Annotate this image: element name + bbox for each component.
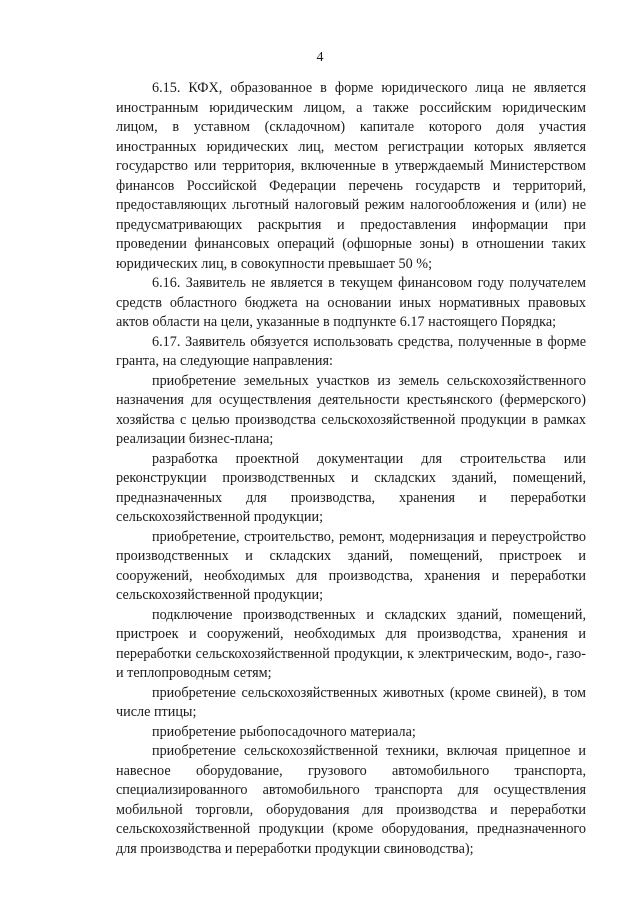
paragraph-6-15: 6.15. КФХ, образованное в форме юридического лица не является иностранным юридическим лицом, а также российским юридическим лицом, в уставном (складочном) капитале которого доля участия иностранных юридических лиц, местом регистрации которых является государство или территория, включенные в утверждаемый Министерством финансов Российской Федерации перечень государств и территорий, предоставляющих льготный налоговый режим налогообложения и (или) не предусматривающих раскрытия и предоставления информации при проведении финансовых операций (офшорные зоны) в отношении таких юридических лиц, в совокупности превышает 50 %; <box>116 80 586 272</box>
paragraph-6-16: 6.16. Заявитель не является в текущем финансовом году получателем средств областного бюджета на основании иных нормативных правовых актов области на цели, указанные в подпункте 6.17 настоящего Порядка; <box>116 275 586 330</box>
list-item-utility-connection: подключение производственных и складских зданий, помещений, пристроек и сооружений, необходимых для производства, хранения и переработки сельскохозяйственной продукции, к электрическим, водо-, газо- и теплопроводным сетям; <box>116 606 586 681</box>
list-item-land-acquisition: приобретение земельных участков из земель сельскохозяйственного назначения для осуществления деятельности крестьянского (фермерского) хозяйства с целью производства сельскохозяйственной продукции в рамках реализации бизнес-плана; <box>116 372 586 447</box>
list-item-machinery: приобретение сельскохозяйственной техники, включая прицепное и навесное оборудование, грузового автомобильного транспорта, специализированного автомобильного транспорта для осуществления мобильной торговли, оборудования для производства и переработки сельскохозяйственной продукции (кроме оборудования, предназначенного для производства и переработки продукции свиноводства); <box>116 743 586 857</box>
list-item-fish-stock: приобретение рыбопосадочного материала; <box>152 723 416 740</box>
list-item-livestock: приобретение сельскохозяйственных животных (кроме свиней), в том числе птицы; <box>116 684 586 720</box>
list-item-construction: приобретение, строительство, ремонт, модернизация и переустройство производственных и складских зданий, помещений, пристроек и сооружений, необходимых для производства, хранения и переработки сельскохозяйственной продукции; <box>116 528 586 603</box>
paragraph-6-17: 6.17. Заявитель обязуется использовать средства, полученные в форме гранта, на следующие направления: <box>116 333 586 369</box>
document-body <box>116 79 586 859</box>
list-item-project-documentation: разработка проектной документации для строительства или реконструкции производственных и складских зданий, помещений, предназначенных для производства, хранения и переработки сельскохозяйственной продукции; <box>116 450 586 525</box>
page-number: 4 <box>316 50 324 65</box>
